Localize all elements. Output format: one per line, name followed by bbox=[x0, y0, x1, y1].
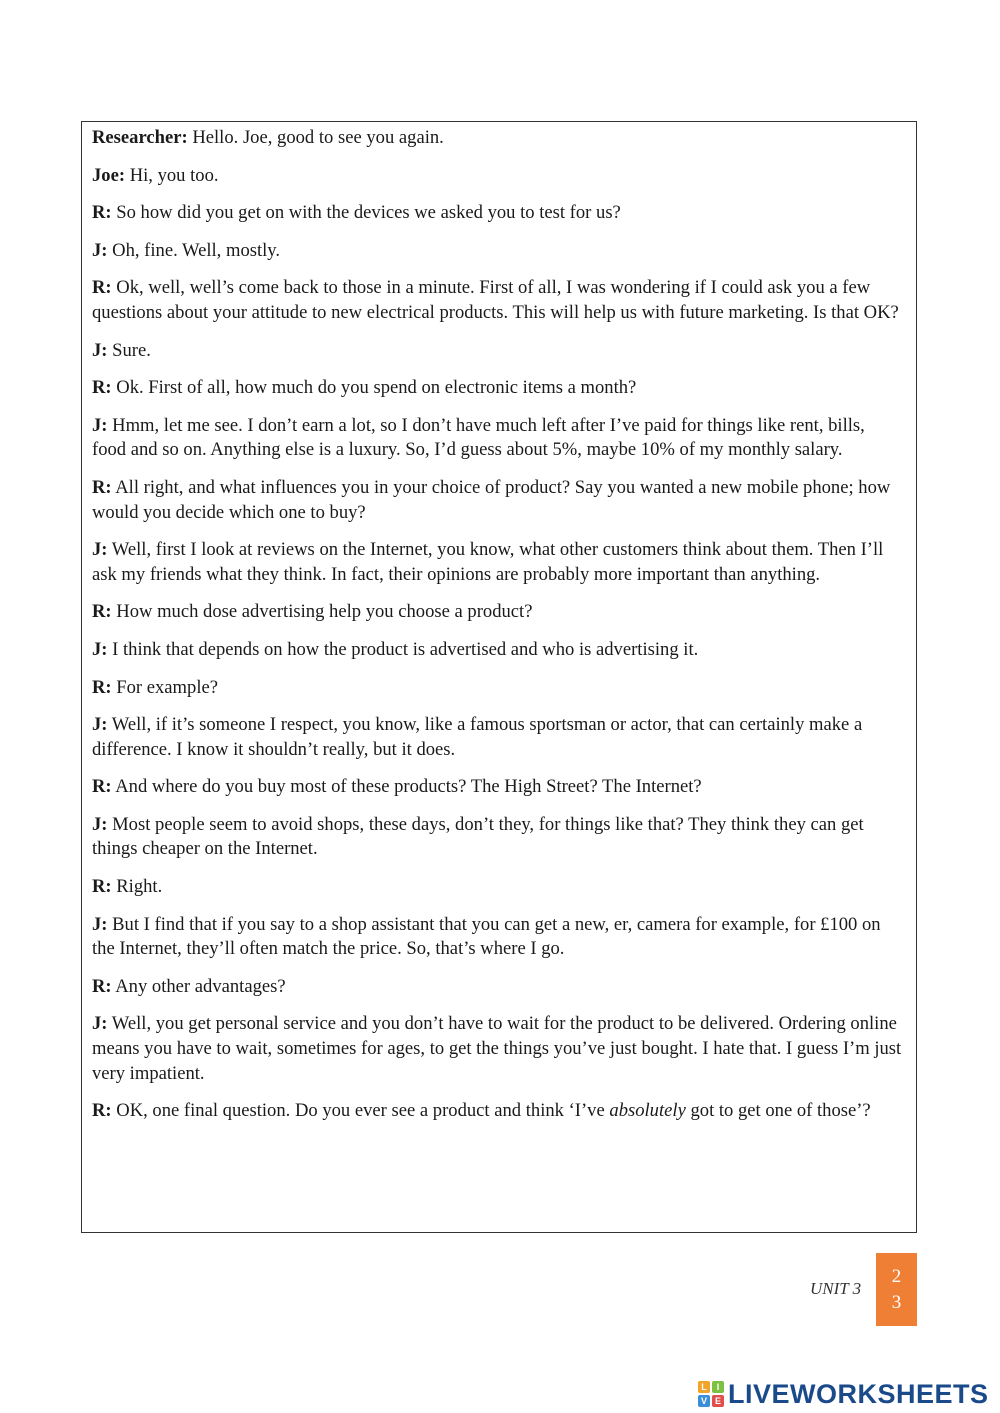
dialogue-text: For example? bbox=[111, 676, 218, 698]
dialogue-line bbox=[92, 913, 902, 962]
speaker-label: R: bbox=[92, 776, 112, 798]
speaker-label: J: bbox=[92, 414, 108, 436]
transcript-box bbox=[81, 121, 917, 1233]
emphasis-word: absolutely bbox=[609, 1100, 686, 1122]
dialogue-text: OK, one final question. Do you ever see a product and think ‘I’ve bbox=[111, 1100, 610, 1122]
dialogue-text: got to get one of those’? bbox=[685, 1100, 871, 1122]
speaker-label: R: bbox=[92, 377, 112, 399]
dialogue-line bbox=[92, 239, 902, 264]
speaker-label: J: bbox=[92, 339, 108, 361]
dialogue-text: How much dose advertising help you choose a product? bbox=[111, 601, 533, 623]
dialogue-line bbox=[92, 1012, 902, 1086]
dialogue-line bbox=[92, 676, 902, 701]
speaker-label: J: bbox=[92, 1013, 108, 1035]
dialogue-text: Most people seem to avoid shops, these days, don’t they, for things like that? They think they can get things cheaper on the Internet. bbox=[92, 813, 864, 860]
speaker-label: R: bbox=[92, 876, 112, 898]
dialogue-line bbox=[92, 339, 902, 364]
logo-tile: L bbox=[698, 1381, 710, 1393]
speaker-label: R: bbox=[92, 676, 112, 698]
dialogue-text: Sure. bbox=[107, 339, 151, 361]
dialogue-text: Oh, fine. Well, mostly. bbox=[107, 239, 281, 261]
dialogue-text: I think that depends on how the product is advertised and who is advertising it. bbox=[107, 638, 699, 660]
page-number-digit: 2 bbox=[891, 1265, 902, 1287]
speaker-label: J: bbox=[92, 638, 108, 660]
dialogue-text: Right. bbox=[111, 876, 163, 898]
dialogue-line bbox=[92, 476, 902, 525]
logo-tile: I bbox=[712, 1381, 724, 1393]
dialogue-text: Well, first I look at reviews on the Internet, you know, what other customers think about them. Then I’ll ask my friends what they think. In fact, their opinions are probably more important than anything. bbox=[92, 539, 884, 585]
dialogue-line bbox=[92, 538, 902, 587]
dialogue-line bbox=[92, 975, 902, 1000]
speaker-label: Joe: bbox=[92, 164, 126, 186]
speaker-label: R: bbox=[92, 277, 112, 299]
dialogue-text: Hmm, let me see. I don’t earn a lot, so I don’t have much left after I’ve paid for things like rent, bills, food and so on. Anything else is a luxury. So, I’d guess about 5%, maybe 10% of my monthly salary. bbox=[92, 414, 865, 461]
dialogue-line bbox=[92, 1099, 902, 1124]
logo-tile: V bbox=[698, 1395, 710, 1407]
speaker-label: R: bbox=[92, 1100, 112, 1122]
dialogue-line bbox=[92, 376, 902, 401]
dialogue-line bbox=[92, 775, 902, 800]
logo-mark-icon bbox=[698, 1381, 724, 1407]
speaker-label: J: bbox=[92, 714, 108, 736]
dialogue-text: And where do you buy most of these products? The High Street? The Internet? bbox=[111, 776, 702, 798]
dialogue-line bbox=[92, 201, 902, 226]
dialogue-text: Any other advantages? bbox=[111, 975, 286, 997]
speaker-label: R: bbox=[92, 202, 112, 224]
speaker-label: R: bbox=[92, 476, 112, 498]
dialogue-text: Ok, well, well’s come back to those in a minute. First of all, I was wondering if I could ask you a few questions about your attitude to new electrical products. This will help us with future marketing. Is that OK? bbox=[92, 277, 899, 323]
dialogue-line bbox=[92, 414, 902, 463]
dialogue-line bbox=[92, 638, 902, 663]
dialogue-text: All right, and what influences you in your choice of product? Say you wanted a new mobile phone; how would you decide which one to buy? bbox=[92, 476, 891, 523]
liveworksheets-logo[interactable] bbox=[698, 1378, 989, 1410]
logo-tile: E bbox=[712, 1395, 724, 1407]
speaker-label: J: bbox=[92, 239, 108, 261]
dialogue-line bbox=[92, 164, 902, 189]
dialogue-line bbox=[92, 713, 902, 762]
logo-text: LIVEWORKSHEETS bbox=[728, 1378, 989, 1409]
unit-label: UNIT 3 bbox=[810, 1279, 862, 1298]
speaker-label: J: bbox=[92, 539, 108, 561]
dialogue-line bbox=[92, 276, 902, 325]
speaker-label: R: bbox=[92, 601, 112, 623]
dialogue-text: Hello. Joe, good to see you again. bbox=[187, 127, 444, 148]
dialogue-line bbox=[92, 813, 902, 862]
speaker-label: J: bbox=[92, 913, 108, 935]
speaker-label: Researcher: bbox=[92, 127, 188, 148]
dialogue-text: So how did you get on with the devices we asked you to test for us? bbox=[111, 202, 621, 224]
page-number-tab bbox=[876, 1253, 917, 1326]
page-number-digit: 3 bbox=[891, 1291, 902, 1313]
speaker-label: J: bbox=[92, 813, 108, 835]
dialogue-text: Well, you get personal service and you don’t have to wait for the product to be delivered. Ordering online means you have to wait, sometimes for ages, to get the things you’ve just bought. I hate that. I guess I’m just very impatient. bbox=[92, 1013, 902, 1084]
dialogue-line bbox=[92, 875, 902, 900]
dialogue-text: Well, if it’s someone I respect, you know, like a famous sportsman or actor, that can certainly make a difference. I know it shouldn’t really, but it does. bbox=[92, 714, 863, 760]
speaker-label: R: bbox=[92, 975, 112, 997]
dialogue-line bbox=[92, 126, 902, 151]
dialogue-line bbox=[92, 600, 902, 625]
dialogue-text: But I find that if you say to a shop assistant that you can get a new, er, camera for example, for £100 on the Internet, they’ll often match the price. So, that’s where I go. bbox=[92, 913, 881, 960]
dialogue-text: Ok. First of all, how much do you spend on electronic items a month? bbox=[111, 377, 637, 399]
dialogue-text: Hi, you too. bbox=[125, 164, 219, 186]
